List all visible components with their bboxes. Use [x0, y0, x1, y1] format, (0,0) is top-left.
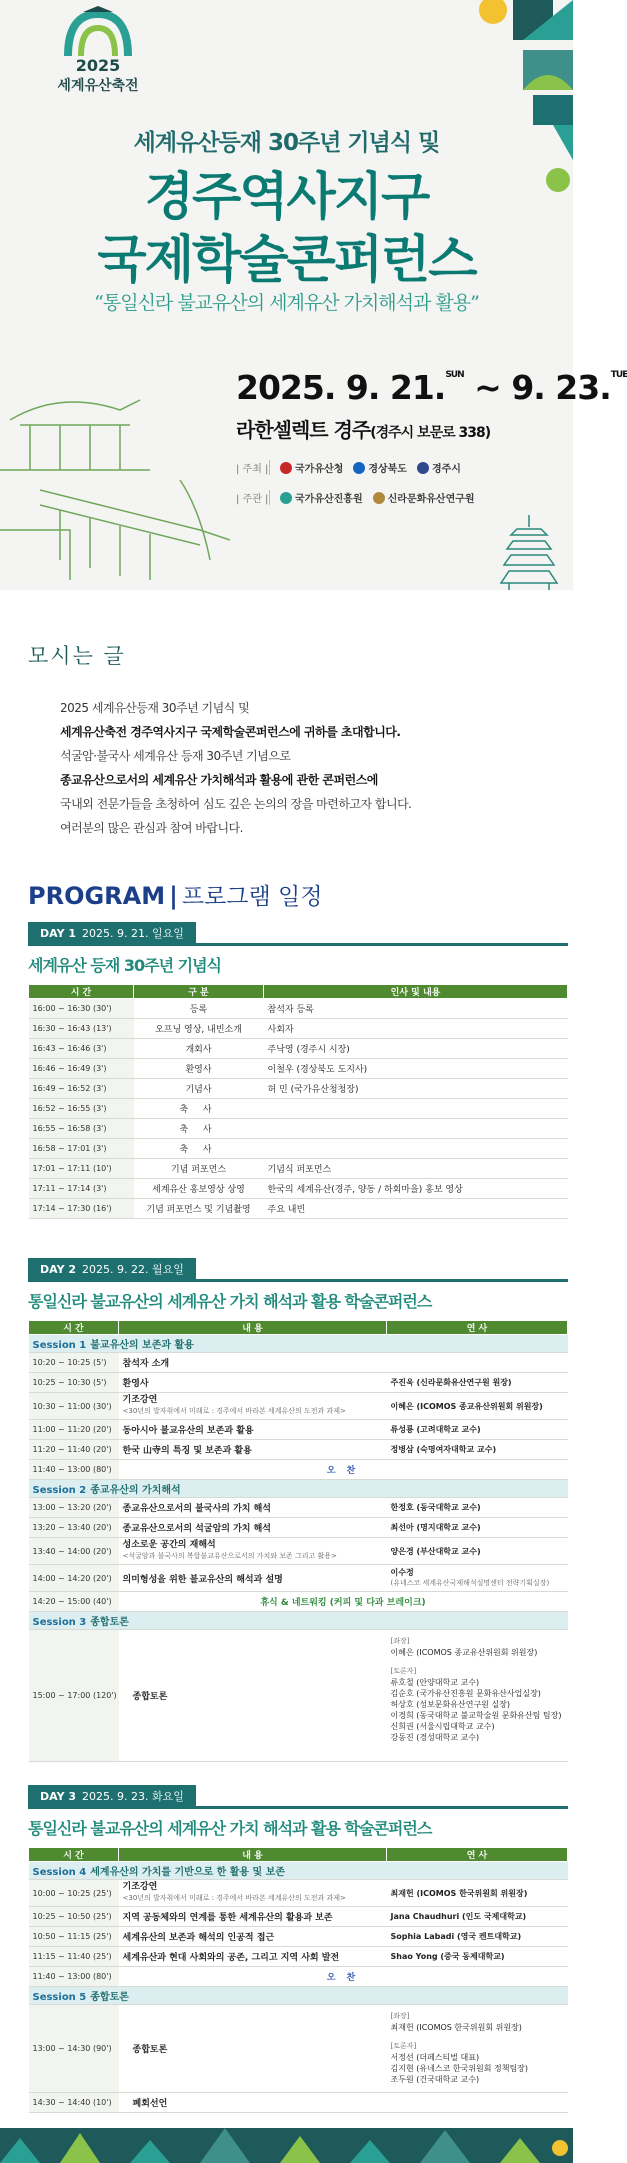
row-time: 17:11 ~ 17:14 (3'): [29, 1179, 134, 1199]
session-title: 종합토론: [90, 1617, 129, 1628]
row-content: [119, 1393, 387, 1420]
day2-label: DAY 2: [40, 1263, 77, 1276]
invite-line: 국내외 전문가들을 초청하여 심도 깊은 논의의 장을 마련하고자 합니다.: [60, 797, 412, 811]
festival-logo: [38, 6, 158, 95]
session-row: [29, 1612, 568, 1630]
row-content: [119, 1927, 387, 1947]
row-content: [119, 1498, 387, 1518]
row-subtitle: <30년의 발자취에서 미래로 : 경주에서 바라본 세계유산의 도전과 과제>: [122, 1407, 346, 1415]
row-content: [119, 1353, 387, 1373]
row-category: 기념사: [134, 1079, 264, 1099]
header-speaker: 연 사: [387, 1848, 568, 1862]
row-time: 17:14 ~ 17:30 (16'): [29, 1199, 134, 1219]
footer-pattern: [0, 2128, 573, 2163]
row-title: 동아시아 불교유산의 보존과 활용: [122, 1426, 254, 1436]
row-speaker: [387, 1420, 568, 1440]
table-row: [29, 1059, 568, 1079]
logo-year: 2025: [75, 56, 121, 75]
row-speaker: [387, 1927, 568, 1947]
invite-line: 석굴암·불국사 세계유산 등재 30주년 기념으로: [60, 749, 291, 763]
row-content: [119, 1518, 387, 1538]
row-time: 16:00 ~ 16:30 (30'): [29, 999, 134, 1019]
host-2: [353, 460, 407, 475]
event-date: [236, 368, 627, 407]
session-label: Session 2: [32, 1485, 87, 1496]
table-row: [29, 1039, 568, 1059]
row-category: 기념 퍼포먼스 및 기념촬영: [134, 1199, 264, 1219]
table-row: [29, 1199, 568, 1219]
row-category: 환영사: [134, 1059, 264, 1079]
table-row: [29, 1099, 568, 1119]
row-title: 세계유산의 보존과 해석의 인공적 접근: [122, 1933, 275, 1943]
table-row: [29, 1019, 568, 1039]
day2-date: 2025. 9. 22. 월요일: [82, 1263, 184, 1276]
table-row: [29, 1880, 568, 1907]
panelist: 허상호 (성보문화유산연구원 실장): [390, 1700, 511, 1709]
row-speaker: [387, 1373, 568, 1393]
session-row: [29, 1862, 568, 1880]
row-content: [119, 1880, 387, 1907]
row-title: 의미형성을 위한 불교유산의 해석과 설명: [122, 1574, 283, 1585]
row-content: [119, 1420, 387, 1440]
header-content: 내 용: [119, 1321, 387, 1335]
day3-pill: [28, 1785, 196, 1807]
session-row: [29, 1480, 568, 1498]
session-row: [29, 1987, 568, 2005]
row-category: 등록: [134, 999, 264, 1019]
row-time: 10:25 ~ 10:30 (5'): [29, 1373, 119, 1393]
table-row: [29, 1927, 568, 1947]
row-category: 축 사: [134, 1099, 264, 1119]
day3-header-row: [29, 1848, 568, 1862]
day1-section: [28, 922, 568, 1219]
speaker-name: 정병삼 (숙명여자대학교 교수): [390, 1445, 497, 1454]
header-time: 시 간: [29, 985, 134, 999]
table-row: [29, 1353, 568, 1373]
day2-subtitle: 통일신라 불교유산의 세계유산 가치 해석과 활용 학술콘퍼런스: [28, 1292, 432, 1311]
panel-tag: [토론자]: [390, 2042, 417, 2050]
row-time: 10:20 ~ 10:25 (5'): [29, 1353, 119, 1373]
date-start: 2025. 9. 21.: [236, 368, 446, 407]
day2-table: [28, 1320, 568, 1762]
row-speaker: [387, 1393, 568, 1420]
row-time: 11:00 ~ 11:20 (20'): [29, 1420, 119, 1440]
row-content: [119, 1947, 387, 1967]
hero-subtitle: 세계유산등재 30주년 기념식 및: [133, 130, 440, 156]
table-row: [29, 1498, 568, 1518]
organizer-1-icon: [280, 492, 292, 504]
host-1: [280, 460, 343, 475]
row-time: 16:46 ~ 16:49 (3'): [29, 1059, 134, 1079]
organizer-tag: | 주관 |: [236, 490, 270, 505]
table-row: [29, 1460, 568, 1480]
header-speaker: 연 사: [387, 1321, 568, 1335]
speaker-name: 한정호 (동국대학교 교수): [390, 1503, 481, 1512]
row-content: 허 민 (국가유산청청장): [264, 1079, 568, 1099]
day1-subtitle: 세계유산 등재 30주년 기념식: [28, 956, 221, 975]
break-label: 휴식 & 네트워킹 (커피 및 다과 브레이크): [119, 1592, 568, 1612]
row-time: 14:00 ~ 14:20 (20'): [29, 1565, 119, 1592]
row-title: 기조강연: [122, 1395, 158, 1405]
table-row: [29, 1393, 568, 1420]
session-title: 세계유산의 가치를 기반으로 한 활용 및 보존: [90, 1867, 286, 1878]
host-2-label: 경상북도: [368, 464, 407, 475]
panelist: 이경희 (동국대학교 불교학술원 문화유산팀 팀장): [390, 1711, 562, 1720]
table-row: [29, 1373, 568, 1393]
session-title: 종합토론: [90, 1992, 129, 2003]
row-title: 종교유산으로서의 석굴암의 가치 해석: [122, 1524, 272, 1534]
day2-pill: [28, 1258, 196, 1280]
invite-line: 종교유산으로서의 세계유산 가치해석과 활용에 관한 콘퍼런스에: [60, 773, 378, 787]
organizer-1: [280, 490, 363, 505]
row-speaker: [387, 1353, 568, 1373]
host-1-label: 국가유산청: [295, 464, 344, 475]
row-time: 13:20 ~ 13:40 (20'): [29, 1518, 119, 1538]
speaker-name: 이수정: [390, 1568, 414, 1577]
speaker-name: 양은경 (부산대학교 교수): [390, 1546, 481, 1556]
speaker-name: Shao Yong (중국 동제대학교): [390, 1952, 505, 1961]
event-venue: [236, 414, 490, 443]
row-title: 세계유산과 현대 사회와의 공존, 그리고 지역 사회 발전: [122, 1953, 340, 1963]
table-row: [29, 1139, 568, 1159]
row-speaker: [387, 1538, 568, 1565]
host-1-icon: [280, 462, 292, 474]
row-content: [119, 1565, 387, 1592]
speaker-name: Jana Chaudhuri (인도 국제대학교): [390, 1912, 527, 1921]
organizer-2-icon: [373, 492, 385, 504]
row-time: 14:30 ~ 14:40 (10'): [29, 2093, 119, 2113]
row-speaker: [387, 1947, 568, 1967]
logo-arch-icon: [63, 6, 133, 58]
row-title: 지역 공동체와의 연계를 통한 세계유산의 활용과 보존: [122, 1913, 333, 1923]
organizer-2-label: 신라문화유산연구원: [387, 494, 475, 505]
row-time: 16:58 ~ 17:01 (3'): [29, 1139, 134, 1159]
row-time: 17:01 ~ 17:11 (10'): [29, 1159, 134, 1179]
chair-name: 이혜은 (ICOMOS 종교유산위원회 위원장): [390, 1648, 538, 1657]
table-row: [29, 1440, 568, 1460]
day1-pill: [28, 922, 196, 944]
panelist: 강동진 (경성대학교 교수): [390, 1733, 480, 1742]
row-content: [264, 1139, 568, 1159]
row-content: [119, 1440, 387, 1460]
discussion-panel: [387, 1630, 568, 1762]
row-content: 이철우 (경상북도 도지사): [264, 1059, 568, 1079]
speaker-name: 이혜은 (ICOMOS 종교유산위원회 위원장): [390, 1401, 543, 1411]
row-time: 14:20 ~ 15:00 (40'): [29, 1592, 119, 1612]
session-label: Session 4: [32, 1867, 87, 1878]
row-speaker: [387, 1565, 568, 1592]
hero-section: [0, 0, 627, 590]
session-title: 종교유산의 가치해석: [90, 1485, 181, 1496]
invite-line: 2025 세계유산등재 30주년 기념식 및: [60, 701, 250, 715]
row-category: 기념 퍼포먼스: [134, 1159, 264, 1179]
speaker-name: 주진욱 (신라문화유산연구원 원장): [390, 1378, 512, 1387]
row-content: 한국의 세계유산(경주, 양동 / 하회마을) 홍보 영상: [264, 1179, 568, 1199]
organizer-1-label: 국가유산진흥원: [295, 494, 363, 505]
table-row: [29, 999, 568, 1019]
day1-date: 2025. 9. 21. 일요일: [82, 927, 184, 940]
organizer-row: [236, 490, 475, 505]
table-row: [29, 1179, 568, 1199]
session-row: [29, 1335, 568, 1353]
row-time: 10:50 ~ 11:15 (25'): [29, 1927, 119, 1947]
day3-table: [28, 1847, 568, 2113]
row-content: [119, 1538, 387, 1565]
row-speaker: [387, 1880, 568, 1907]
row-content: 참석자 등록: [264, 999, 568, 1019]
day1-table: [28, 984, 568, 1219]
chair-tag: [좌장]: [390, 2012, 410, 2020]
speaker-detail: (유네스코 세계유산국제해석설명센터 전략기획실장): [390, 1579, 550, 1587]
row-title: 한국 山寺의 특징 및 보존과 활용: [122, 1446, 252, 1456]
panelist: 김지현 (유네스코 한국위원회 정책팀장): [390, 2064, 529, 2073]
invite-line: 세계유산축전 경주역사지구 국제학술콘퍼런스에 귀하를 초대합니다.: [60, 725, 401, 739]
row-title: 참석자 소개: [122, 1359, 170, 1369]
hero-title-line1: 경주역사지구: [144, 168, 429, 227]
row-time: 15:00 ~ 17:00 (120'): [29, 1630, 119, 1762]
row-time: 13:40 ~ 14:00 (20'): [29, 1538, 119, 1565]
row-time: 10:25 ~ 10:50 (25'): [29, 1907, 119, 1927]
panelist: 신희권 (서울시립대학교 교수): [390, 1722, 495, 1731]
panelist: 류호철 (안양대학교 교수): [390, 1678, 480, 1687]
speaker-name: 최재헌 (ICOMOS 한국위원회 위원장): [390, 1888, 528, 1898]
row-time: 16:30 ~ 16:43 (13'): [29, 1019, 134, 1039]
row-category: 축 사: [134, 1119, 264, 1139]
palace-illustration: [0, 330, 230, 580]
table-row: [29, 1518, 568, 1538]
table-row: [29, 1592, 568, 1612]
row-content: 종합토론: [119, 1630, 387, 1762]
row-content: 기념식 퍼포먼스: [264, 1159, 568, 1179]
row-speaker: [387, 1518, 568, 1538]
table-row: [29, 1119, 568, 1139]
date-end: 9. 23.: [511, 368, 611, 407]
host-tag: | 주최 |: [236, 460, 270, 475]
table-row: [29, 1907, 568, 1927]
header-time: 시 간: [29, 1848, 119, 1862]
row-content: 종합토론: [119, 2005, 387, 2093]
panelist: 서정선 (더페스티벌 대표): [390, 2053, 480, 2062]
row-time: 16:52 ~ 16:55 (3'): [29, 1099, 134, 1119]
host-3-icon: [417, 462, 429, 474]
table-row: [29, 1420, 568, 1440]
session-title: 불교유산의 보존과 활용: [90, 1340, 194, 1351]
row-time: 11:15 ~ 11:40 (25'): [29, 1947, 119, 1967]
discussion-panel: [387, 2005, 568, 2093]
row-time: 11:40 ~ 13:00 (80'): [29, 1967, 119, 1987]
host-2-icon: [353, 462, 365, 474]
row-content: [119, 1373, 387, 1393]
invitation-section: [0, 590, 573, 845]
day2-header-row: [29, 1321, 568, 1335]
row-category: 개회사: [134, 1039, 264, 1059]
invite-line: 여러분의 많은 관심과 참여 바랍니다.: [60, 821, 243, 835]
panelist: 조두원 (건국대학교 교수): [390, 2075, 480, 2084]
program-title-separator: |: [169, 882, 178, 910]
row-title: 종교유산으로서의 불국사의 가치 해석: [122, 1504, 272, 1514]
row-speaker: [387, 1440, 568, 1460]
table-row: [29, 1967, 568, 1987]
header-content: 내 용: [119, 1848, 387, 1862]
row-category: 축 사: [134, 1139, 264, 1159]
date-end-day: TUE: [610, 370, 627, 380]
row-time: 11:40 ~ 13:00 (80'): [29, 1460, 119, 1480]
chair-tag: [좌장]: [390, 1637, 410, 1645]
header-time: 시 간: [29, 1321, 119, 1335]
row-subtitle: <30년의 발자취에서 미래로 : 경주에서 바라본 세계유산의 도전과 과제>: [122, 1894, 346, 1902]
lunch-label: 오 찬: [119, 1460, 568, 1480]
program-title-en: PROGRAM: [28, 882, 166, 910]
table-row: [29, 1079, 568, 1099]
host-3-label: 경주시: [431, 464, 461, 475]
row-time: 16:49 ~ 16:52 (3'): [29, 1079, 134, 1099]
table-row: [29, 1947, 568, 1967]
row-content: [264, 1099, 568, 1119]
program-title: [28, 878, 323, 911]
lunch-label: 오 찬: [119, 1967, 568, 1987]
row-category: 오프닝 영상, 내빈소개: [134, 1019, 264, 1039]
row-speaker: [387, 1907, 568, 1927]
row-time: 10:00 ~ 10:25 (25'): [29, 1880, 119, 1907]
row-content: 사회자: [264, 1019, 568, 1039]
row-content: 주낙영 (경주시 시장): [264, 1039, 568, 1059]
organizer-2: [373, 490, 475, 505]
hero-theme: “통일신라 불교유산의 세계유산 가치해석과 활용”: [94, 292, 479, 314]
row-title: 기조강연: [122, 1882, 158, 1892]
session-label: Session 5: [32, 1992, 87, 2003]
header-category: 구 분: [134, 985, 264, 999]
date-start-day: SUN: [445, 370, 464, 380]
panelist: 김순호 (국가유산진흥원 문화유산사업실장): [390, 1689, 541, 1698]
logo-name: 세계유산축전: [57, 78, 139, 94]
day3-label: DAY 3: [40, 1790, 77, 1803]
table-row: [29, 1565, 568, 1592]
host-row: [236, 460, 461, 475]
speaker-name: Sophia Labadi (영국 켄트대학교): [390, 1932, 522, 1941]
session-label: Session 1: [32, 1340, 87, 1351]
row-time: 13:00 ~ 14:30 (90'): [29, 2005, 119, 2093]
speaker-name: 최선아 (명지대학교 교수): [390, 1523, 481, 1532]
row-speaker: [387, 1498, 568, 1518]
row-title: 성소로운 공간의 재해석: [122, 1540, 216, 1550]
day1-label: DAY 1: [40, 927, 77, 940]
day3-date: 2025. 9. 23. 화요일: [82, 1790, 184, 1803]
speaker-name: 류성룡 (고려대학교 교수): [390, 1425, 481, 1434]
header-content: 인사 및 내용: [264, 985, 568, 999]
table-row: [29, 1630, 568, 1762]
row-time: 10:30 ~ 11:00 (30'): [29, 1393, 119, 1420]
row-title: 환영사: [122, 1379, 149, 1389]
day3-subtitle: 통일신라 불교유산의 세계유산 가치 해석과 활용 학술콘퍼런스: [28, 1819, 432, 1838]
panel-tag: [토론자]: [390, 1667, 417, 1675]
table-row: [29, 1159, 568, 1179]
session-label: Session 3: [32, 1617, 87, 1628]
row-content: [264, 1119, 568, 1139]
day2-section: [28, 1258, 568, 1762]
hero-title-line2: 국제학술콘퍼런스: [97, 231, 476, 290]
day1-header-row: [29, 985, 568, 999]
chair-name: 최재헌 (ICOMOS 한국위원회 위원장): [390, 2023, 522, 2032]
row-time: 16:55 ~ 16:58 (3'): [29, 1119, 134, 1139]
row-content: 폐회선언: [119, 2093, 568, 2113]
table-row: [29, 1538, 568, 1565]
date-separator: ~: [474, 368, 501, 407]
row-content: 주요 내빈: [264, 1199, 568, 1219]
invitation-body: [60, 696, 412, 840]
venue-name: 라한셀렉트 경주: [236, 418, 371, 442]
venue-detail: (경주시 보문로 338): [370, 425, 491, 441]
table-row: [29, 2093, 568, 2113]
row-time: 16:43 ~ 16:46 (3'): [29, 1039, 134, 1059]
row-time: 11:20 ~ 11:40 (20'): [29, 1440, 119, 1460]
row-subtitle: <석굴암과 불국사의 복합불교유산으로서의 가치와 보존 그리고 활용>: [122, 1552, 337, 1560]
row-content: [119, 1907, 387, 1927]
row-time: 13:00 ~ 13:20 (20'): [29, 1498, 119, 1518]
day3-section: [28, 1785, 568, 2113]
invitation-title: 모시는 글: [28, 644, 126, 668]
row-category: 세계유산 홍보영상 상영: [134, 1179, 264, 1199]
program-title-kr: 프로그램 일정: [181, 884, 323, 910]
table-row: [29, 2005, 568, 2093]
host-3: [417, 460, 461, 475]
